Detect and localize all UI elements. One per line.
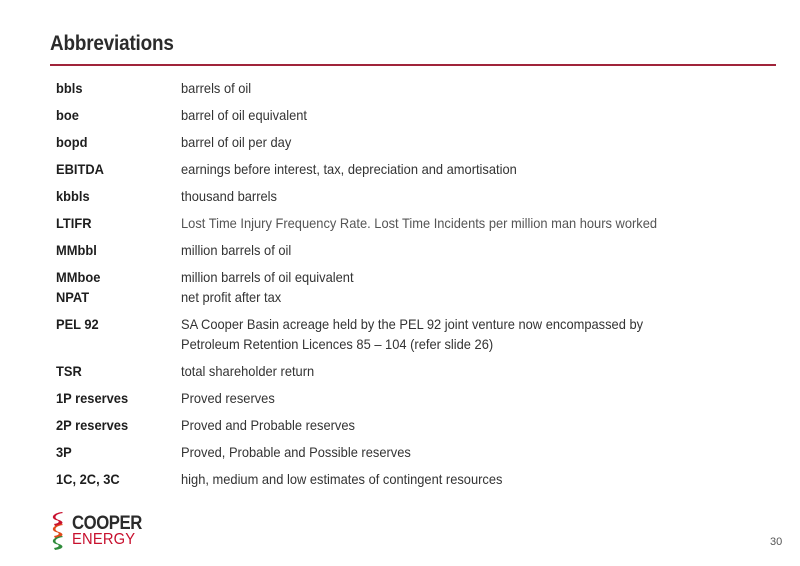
- abbreviation-row: [56, 132, 776, 159]
- abbreviation-definition: Proved and Probable reserves: [181, 417, 355, 433]
- slide-title: Abbreviations: [50, 32, 174, 55]
- logo-wordmark-primary: COOPER: [72, 513, 142, 534]
- abbreviation-term: EBITDA: [56, 161, 104, 177]
- abbreviation-row: [56, 469, 776, 496]
- abbreviation-term: 1P reserves: [56, 390, 129, 406]
- abbreviation-term: TSR: [56, 363, 82, 379]
- abbreviation-term: bopd: [56, 134, 88, 150]
- abbreviation-row: [56, 415, 776, 442]
- abbreviation-definition: Lost Time Injury Frequency Rate. Lost Time Incidents per million man hours worked: [181, 215, 658, 231]
- page-number: 30: [770, 536, 783, 548]
- abbreviation-term: 1C, 2C, 3C: [56, 471, 120, 487]
- abbreviation-definition: high, medium and low estimates of contingent resources: [181, 471, 503, 487]
- abbreviation-term: MMbbl: [56, 242, 97, 258]
- abbreviation-row: [56, 442, 776, 469]
- abbreviation-term: LTIFR: [56, 215, 92, 231]
- abbreviation-term: 3P: [56, 444, 72, 460]
- logo-wordmark-secondary: ENERGY: [72, 531, 136, 548]
- abbreviation-term: boe: [56, 107, 79, 123]
- abbreviation-row: [56, 388, 776, 415]
- abbreviation-term: 2P reserves: [56, 417, 129, 433]
- abbreviation-definition: Proved, Probable and Possible reserves: [181, 444, 411, 460]
- abbreviation-definition: million barrels of oil equivalent net profit after tax: [181, 269, 354, 305]
- abbreviation-definition: earnings before interest, tax, depreciation and amortisation: [181, 161, 517, 177]
- abbreviation-definition: barrel of oil per day: [181, 134, 292, 150]
- abbreviation-row: [56, 314, 776, 361]
- abbreviation-row: [56, 267, 776, 314]
- abbreviation-row: [56, 240, 776, 267]
- abbreviation-definition: thousand barrels: [181, 188, 277, 204]
- abbreviation-definition: Proved reserves: [181, 390, 275, 406]
- abbreviation-row: [56, 361, 776, 388]
- abbreviation-term: kbbls: [56, 188, 90, 204]
- abbreviation-term: bbls: [56, 80, 83, 96]
- abbreviation-definition: million barrels of oil: [181, 242, 292, 258]
- abbreviation-row: [56, 213, 776, 240]
- abbreviation-definition: barrel of oil equivalent: [181, 107, 308, 123]
- abbreviation-definition: barrels of oil: [181, 80, 252, 96]
- abbreviation-row: [56, 159, 776, 186]
- abbreviation-row: [56, 186, 776, 213]
- abbreviation-term: MMboe NPAT: [56, 269, 101, 305]
- title-divider: [50, 64, 776, 66]
- company-logo: [50, 512, 170, 552]
- cooper-energy-logo-icon: [50, 512, 68, 550]
- abbreviation-row: [56, 78, 776, 105]
- abbreviation-term: PEL 92: [56, 316, 99, 332]
- abbreviation-definition: total shareholder return: [181, 363, 315, 379]
- abbreviation-definition: SA Cooper Basin acreage held by the PEL 92 joint venture now encompassed by Petroleum Retention Licences 85 – 104 (refer slide 26): [181, 316, 644, 352]
- abbreviation-list: [56, 78, 776, 496]
- abbreviation-row: [56, 105, 776, 132]
